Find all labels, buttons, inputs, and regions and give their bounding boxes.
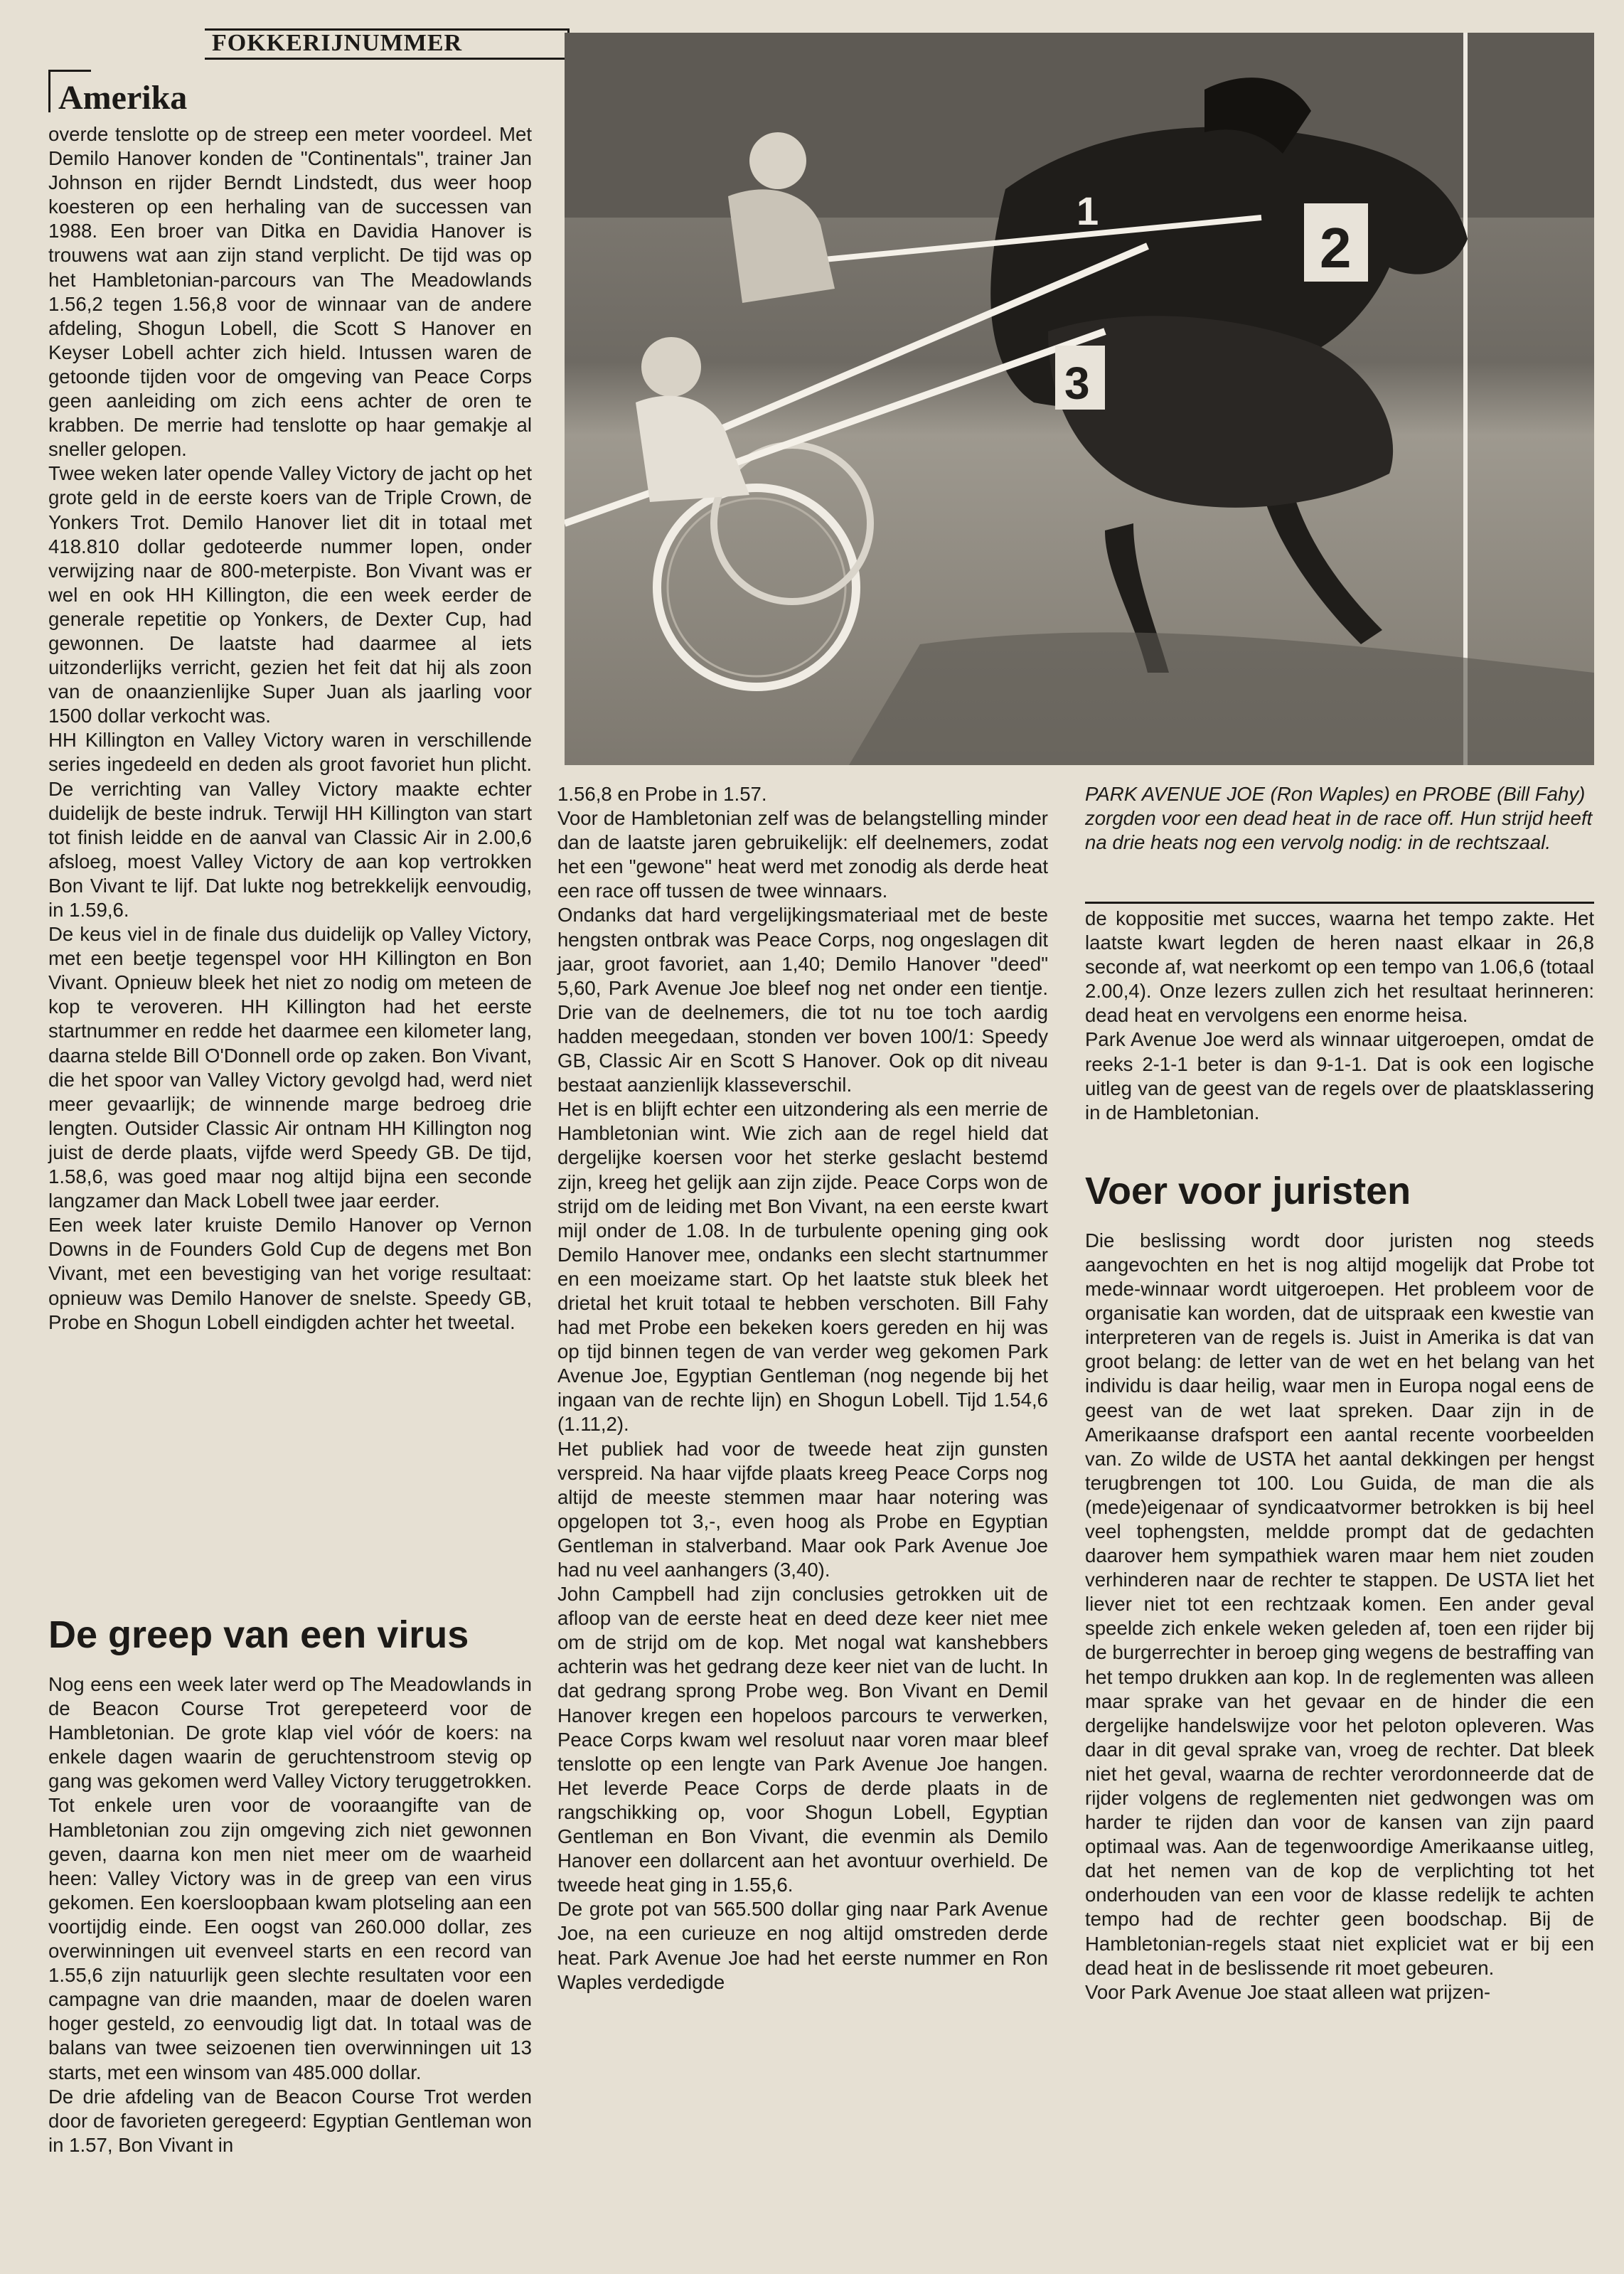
paragraph: Nog eens een week later werd op The Meadowlands in de Beacon Course Trot gerepeteerd voor de Hambletonian. De grote klap viel vóór de koers: na enkele dagen waarin de geruchtenstroom stevig op gang was gekomen werd Valley Victory teruggetrokken. Tot enkele uren voor de vooraangifte van de Hambletonian zou zijn omgeving zich niet gewonnen geven, daarna kon men niet meer om de waarheid heen: Valley Victory was in de greep van een virus gekomen. Een koersloopbaan kwam plotseling aan een voortijdig einde. Een oogst van 260.000 dollar, zes overwinningen uit evenveel starts en een record van 1.55,6 zijn natuurlijk geen slechte resultaten voor een campagne van drie maanden, maar de doelen waren hoger gesteld, zo eenvoudig ligt dat. In totaal was de balans van twee seizoenen tien overwinningen uit 13 starts, met een winsom van 485.000 dollar.: [48, 1673, 532, 2083]
saddle-number-1: 1: [1077, 188, 1099, 233]
paragraph: overde tenslotte op de streep een meter voordeel. Met Demilo Hanover konden de "Continentals", trainer Jan Johnson en rijder Berndt Lindstedt, dus weer hoop koesteren op een herhaling van de successen van 1988. Een broer van Ditka en Davidia Hanover is trouwens wat aan zijn stand verplicht. De tijd was op het Hambletonian-parcours van The Meadowlands 1.56,2 tegen 1.56,8 voor de winnaar van de andere afdeling, Shogun Lobell, die Scott S Hanover en Keyser Lobell achter zich hield. Intussen waren de getoonde tijden voor de omgeving van Peace Corps geen aanleiding om zich eens achter de oren te krabben. De merrie had tenslotte op haar gemakje al sneller gelopen.: [48, 123, 532, 461]
paragraph: Park Avenue Joe werd als winnaar uitgeroepen, omdat de reeks 2-1-1 beter is dan 9-1-1. Dat is ook een logische uitleg van de geest van de regels over de plaatsklassering in de Hambletonian.: [1085, 1028, 1594, 1123]
photo-caption: PARK AVENUE JOE (Ron Waples) en PROBE (Bill Fahy) zorgden voor een dead heat in de race off. Hun strijd heeft na drie heats nog een vervolg nodig: in de rechtszaal.: [1085, 783, 1593, 854]
section-header: [48, 28, 532, 117]
paragraph: Het is en blijft echter een uitzondering als een merrie de Hambletonian wint. Wie zich aan de regel hield dat dergelijke koersen voor het sterke geslacht bestemd zijn, kreeg het gelijk aan zijn zijde. Peace Corps won de strijd om de leiding met Bon Vivant, na een eerste kwart mijl onder de 1.08. In de turbulente opening ging ook Demilo Hanover mee, ondanks een slecht startnummer en een moeizame start. Op het laatste stuk bleek het drietal het kruit totaal te hebben verschoten. Bill Fahy had met Probe een bekeken koers gereden en hij was op tijd binnen tegen de van verder weg gekomen Park Avenue Joe, Egyptian Gentleman (nog negende bij het ingaan van de rechte lijn) en Shogun Lobell. Tijd 1.54,6 (1.11,2).: [557, 1098, 1048, 1436]
paragraph: Voor Park Avenue Joe staat alleen wat prijzen-: [1085, 1980, 1491, 2003]
paragraph: Ondanks dat hard vergelijkingsmateriaal met de beste hengsten ontbrak was Peace Corps, nog ongeslagen dit jaar, groot favoriet, aan 1,40; Demilo Hanover "deed" 5,60, Park Avenue Joe bleef nog net onder een tientje. Drie van de deelnemers, die tot nu toe toch aardig hadden meegedaan, stonden ver boven 100/1: Speedy GB, Classic Air en Scott S Hanover. Ook op dit niveau bestaat aanzienlijk klasseverschil.: [557, 904, 1048, 1096]
column-1-bottom: [48, 1596, 532, 2157]
paragraph: John Campbell had zijn conclusies getrokken uit de afloop van de eerste heat en deed deze keer niet mee om de strijd om de kop. Met nogal wat kanshebbers achterin was het gedrang deze keer niet van de lucht. In dat gedrang sprong Probe weg. Bon Vivant en Demil Hanover kregen een hopeloos parcours te verwerken, Peace Corps kwam wel resoluut naar voren maar bleef tenslotte op een lengte van Park Avenue Joe hangen. Het leverde Peace Corps de derde plaats in de rangschikking op, voor Shogun Lobell, Egyptian Gentleman en Bon Vivant, die evenmin als Demilo Hanover een dollarcent aan het avontuur overhield. De tweede heat ging in 1.55,6.: [557, 1583, 1048, 1896]
section-subtitle: Amerika: [58, 79, 188, 117]
subheading-virus: De greep van een virus: [48, 1613, 469, 1656]
section-title: FOKKERIJNUMMER: [212, 30, 463, 56]
harness-racing-photo-icon: [565, 33, 1594, 765]
paragraph: Die beslissing wordt door juristen nog steeds aangevochten en het is nog altijd mogelijk dat Probe tot mede-winnaar wordt uitgeroepen. Het probleem voor de organisatie kan worden, dat de uitspraak een kwestie van interpreteren van de regels is. Juist in Amerika is dat van groot belang: de letter van de wet en het belang van het individu is daar heilig, waar men in Europa nogal eens de geest van de wet laat spreken. Daar zijn in de Amerikaanse drafsport een aantal recente voorbeelden van. Zo wilde de USTA het aantal dekkingen per hengst terugbrengen tot 100. Lou Guida, de man die als (mede)eigenaar of syndicaatvormer betrokken is bij heel veel tophengsten, meldde prompt dat de gedachten daarover hem sympathiek waren maar hem niet zouden verhinderen naar de rechter te stappen. De USTA liet het liever niet tot een rechtzaak komen. Een ander geval speelde zich enkele weken geleden af, toen een rijder bij de burgerrechter in beroep ging wegens de bestraffing van het tempo drukken aan kop. In de reglementen was alleen maar sprake van het gevaar en de hinder die een dergelijke handelswijze voor het peloton opleveren. Was daar in dit geval sprake van, vroeg de rechter. Dat bleek niet het geval, waarna de rechter verordonneerde dat de rijder volgens de reglementen niet gedwongen was om harder te rijden dan voor de kansen van zijn paard optimaal was. Aan de tegenwoordige Amerikaanse uitleg, dat het nemen van de kop de verplichting tot het onderhouden van een voor de klasse redelijk te achten tempo had de rechter geen boodschap. Bij de Hambletonian-regels staat niet expliciet wat er bij een dead heat in de beslissende rit moet gebeuren.: [1085, 1229, 1594, 1979]
caption-divider: [1085, 902, 1594, 904]
paragraph: Twee weken later opende Valley Victory de jacht op het grote geld in de eerste koers van de Triple Crown, de Yonkers Trot. Demilo Hanover liet dit in totaal met 418.810 dollar gedoteerde nummer lopen, onder verwijzing naar de 800-meterpiste. Bon Vivant was er wel en ook HH Killington, die een week eerder de generale repetitie op Yonkers, de Dexter Cup, had gewonnen. De laatste had daarmee al iets uitzonderlijks verricht, gezien het feit dat hij als zoon van de onaanzienlijke Super Juan als jaarling voor 1500 dollar verkocht was.: [48, 462, 532, 727]
paragraph: 1.56,8 en Probe in 1.57.: [557, 783, 767, 805]
column-3: [1085, 907, 1594, 2005]
paragraph: De drie afdeling van de Beacon Course Trot werden door de favorieten geregeerd: Egyptian Gentleman won in 1.57, Bon Vivant in: [48, 2085, 532, 2156]
subheading-juristen: Voer voor juristen: [1085, 1169, 1411, 1212]
column-1-top: [48, 122, 532, 1335]
paragraph: Het publiek had voor de tweede heat zijn gunsten verspreid. Na haar vijfde plaats kreeg Peace Corps nog altijd de meeste stemmen maar haar notering was opgelopen tot 3,-, even hoog als Probe en Egyptian Gentleman in stalverband. Maar ook Park Avenue Joe had nu veel aanhangers (3,40).: [557, 1437, 1048, 1581]
header-rule-vertical: [48, 70, 50, 112]
saddle-number-3: 3: [1064, 358, 1090, 409]
header-rule-horizontal: [48, 70, 91, 72]
paragraph: De keus viel in de finale dus duidelijk op Valley Victory, met een beetje tegenspel voor HH Killington en Bon Vivant. Opnieuw bleek het niet zo nodig om meteen de kop te veroveren. HH Killington had het eerste startnummer en redde het daarmee een kilometer lang, daarna stelde Bill O'Donnell orde op zaken. Bon Vivant, die het spoor van Valley Victory gevolgd had, werd niet meer gevaarlijk; de winnende marge bedroeg drie lengten. Outsider Classic Air ontnam HH Killington nog juist de derde plaats, vijfde werd Speedy GB. De tijd, 1.58,6, was goed maar nog altijd bijna een seconde langzamer dan Mack Lobell twee jaar eerder.: [48, 923, 532, 1212]
column-2: [557, 782, 1048, 1995]
paragraph: de koppositie met succes, waarna het tempo zakte. Het laatste kwart legden de heren naast elkaar in 26,8 seconde af, wat neerkomt op een tempo van 1.06,6 (totaal 2.00,4). Onze lezers zullen zich het resultaat herinneren: dead heat en vervolgens een enorme heisa.: [1085, 907, 1594, 1027]
paragraph: Voor de Hambletonian zelf was de belangstelling minder dan de laatste jaren gebruikelijk: elf deelnemers, zodat het een "gewone" heat werd met zonodig als derde heat een race off tussen de twee winnaars.: [557, 807, 1048, 902]
paragraph: Een week later kruiste Demilo Hanover op Vernon Downs in de Founders Gold Cup de degens met Bon Vivant, met een bevestiging van het vorige resultaat: opnieuw was Demilo Hanover de snelste. Speedy GB, Probe en Shogun Lobell eindigden achter het tweetal.: [48, 1214, 532, 1333]
paragraph: HH Killington en Valley Victory waren in verschillende series ingedeeld en deden als groot favoriet hun plicht. De verrichting van Valley Victory maakte echter duidelijk de beste indruk. Terwijl HH Killington van start tot finish leidde en de aanval van Classic Air in 2.00,6 afsloeg, moest Valley Victory de aan kop vertrokken Bon Vivant te lijf. Dat lukte nog betrekkelijk eenvoudig, in 1.59,6.: [48, 729, 532, 921]
saddle-number-2: 2: [1320, 216, 1352, 279]
race-photo: [565, 33, 1594, 765]
paragraph: De grote pot van 565.500 dollar ging naar Park Avenue Joe, na een curieuze en nog altijd omstreden derde heat. Park Avenue Joe had het eerste nummer en Ron Waples verdedigde: [557, 1898, 1048, 1993]
